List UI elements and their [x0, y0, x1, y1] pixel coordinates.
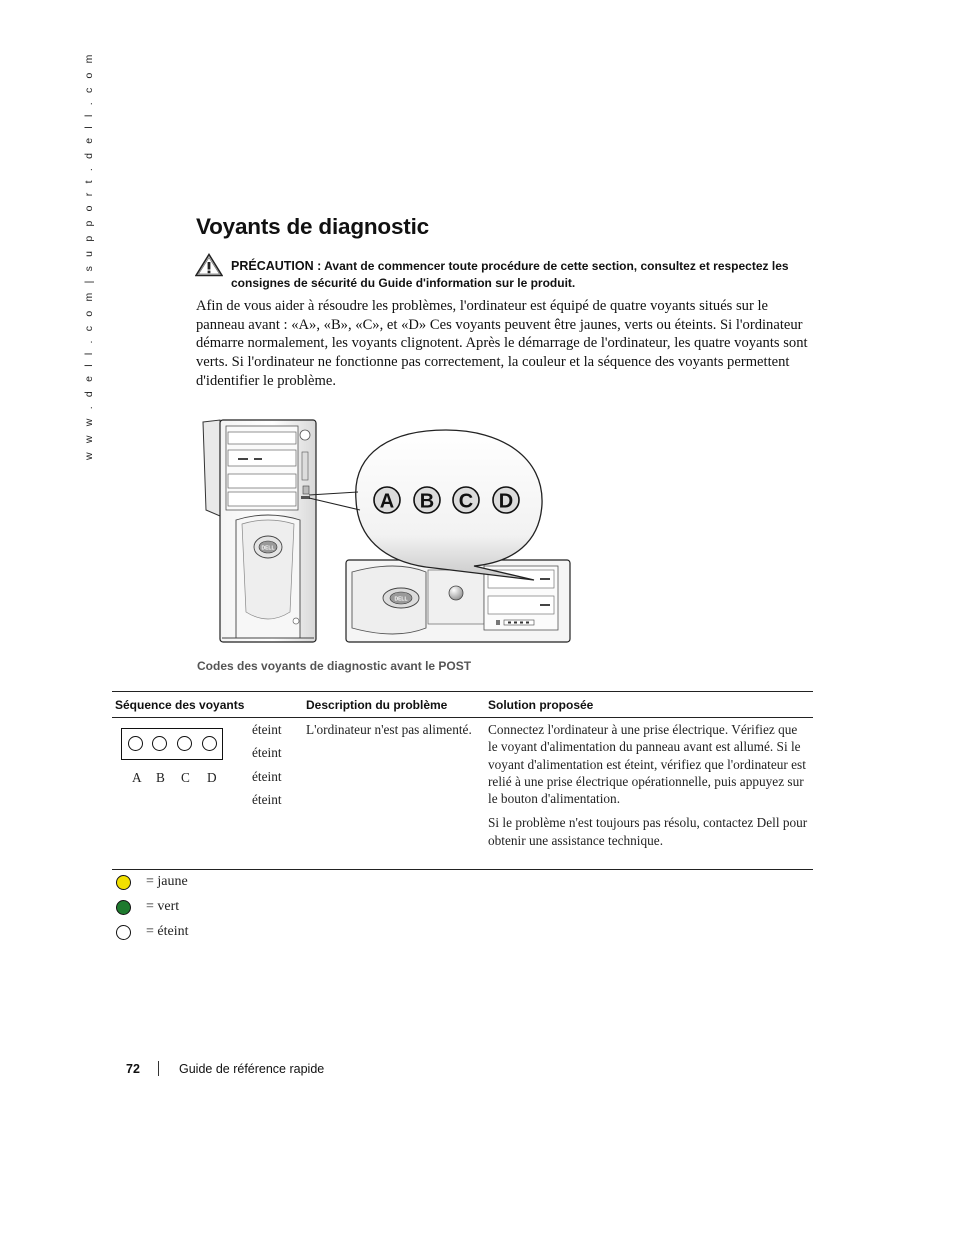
diagnostic-codes-table — [112, 691, 813, 870]
callout-led-d — [493, 487, 519, 513]
led-d-off-icon — [202, 736, 217, 751]
footer-divider — [158, 1061, 159, 1076]
tower-logo-text: DELL — [261, 545, 275, 552]
caution-label: PRÉCAUTION : — [231, 259, 322, 273]
callout-letter-c: C — [458, 490, 474, 513]
legend-label-yellow: = jaune — [146, 874, 188, 889]
caution-body: Avant de commencer toute procédure de cette section, consultez et respectez les consignes de sécurité du Guide d'information sur le produit. — [231, 259, 789, 290]
off-led-icon — [116, 925, 131, 940]
led-d-state: éteint — [252, 792, 282, 807]
column-header-solution: Solution proposée — [485, 692, 813, 718]
column-header-sequence: Séquence des voyants — [112, 692, 303, 718]
callout-led-c — [453, 487, 479, 513]
led-letter-c: C — [181, 770, 190, 785]
legend-label-green: = vert — [146, 899, 180, 914]
intro-paragraph: Afin de vous aider à résoudre les problèmes, l'ordinateur est équipé de quatre voyants situés sur le panneau avant : «A», «B», «C», et «D» Ces voyants peuvent être jaunes, verts ou éteints. Si l'ordinateur démarre normalement, les voyants clignotent. Après le démarrage de l'ordinateur, les quatre voyants sont verts. Si l'ordinateur ne fonctionne pas correctement, la couleur et la séquence des voyants permettent d'identifier le problème. — [196, 298, 808, 389]
callout-letter-a: A — [379, 490, 395, 513]
solution-cell — [485, 718, 813, 870]
callout-letter-d: D — [498, 490, 514, 513]
led-c-off-icon — [177, 736, 192, 751]
page-number: 72 — [126, 1062, 140, 1076]
led-b-state: éteint — [252, 745, 282, 760]
led-letter-a: A — [132, 770, 142, 785]
figure-caption: Codes des voyants de diagnostic avant le POST — [197, 659, 472, 673]
table-header-row — [112, 692, 813, 718]
page-title: Voyants de diagnostic — [196, 214, 429, 239]
problem-description: L'ordinateur n'est pas alimenté. — [306, 722, 472, 737]
led-callout-bubble — [309, 430, 542, 580]
callout-letter-b: B — [419, 490, 435, 513]
solution-paragraph-2: Si le problème n'est toujours pas résolu, contactez Dell pour obtenir une assistance technique. — [488, 815, 808, 848]
yellow-led-icon — [116, 875, 131, 890]
green-led-icon — [116, 900, 131, 915]
caution-icon — [195, 253, 223, 277]
led-sequence-cell — [112, 718, 303, 870]
column-header-description: Description du problème — [303, 692, 485, 718]
legend-label-off: = éteint — [146, 924, 189, 939]
callout-led-a — [374, 487, 400, 513]
led-a-state: éteint — [252, 722, 282, 737]
table-row — [112, 718, 813, 870]
footer-title: Guide de référence rapide — [179, 1062, 325, 1076]
problem-description-cell — [303, 718, 485, 870]
led-letter-b: B — [156, 770, 165, 785]
diagnostic-lights-illustration — [196, 412, 576, 648]
desktop-computer — [346, 560, 570, 642]
led-b-off-icon — [152, 736, 167, 751]
desktop-logo-text: DELL — [394, 596, 408, 603]
led-indicator-box — [121, 728, 223, 760]
caution-notice — [231, 258, 806, 291]
led-a-off-icon — [128, 736, 143, 751]
led-c-state: éteint — [252, 769, 282, 784]
solution-paragraph-1: Connectez l'ordinateur à une prise électrique. Vérifiez que le voyant d'alimentation du panneau avant est allumé. Si le voyant d'alimentation est éteint, vérifiez que l'ordinateur est relié à une prise électrique opérationnelle, puis appuyez sur le bouton d'alimentation. — [488, 722, 806, 807]
tower-computer — [203, 420, 316, 642]
led-letter-d: D — [207, 770, 217, 785]
sidebar-url: w w w . d e l l . c o m | s u p p o r t . d e l l . c o m — [83, 51, 95, 460]
callout-led-b — [414, 487, 440, 513]
